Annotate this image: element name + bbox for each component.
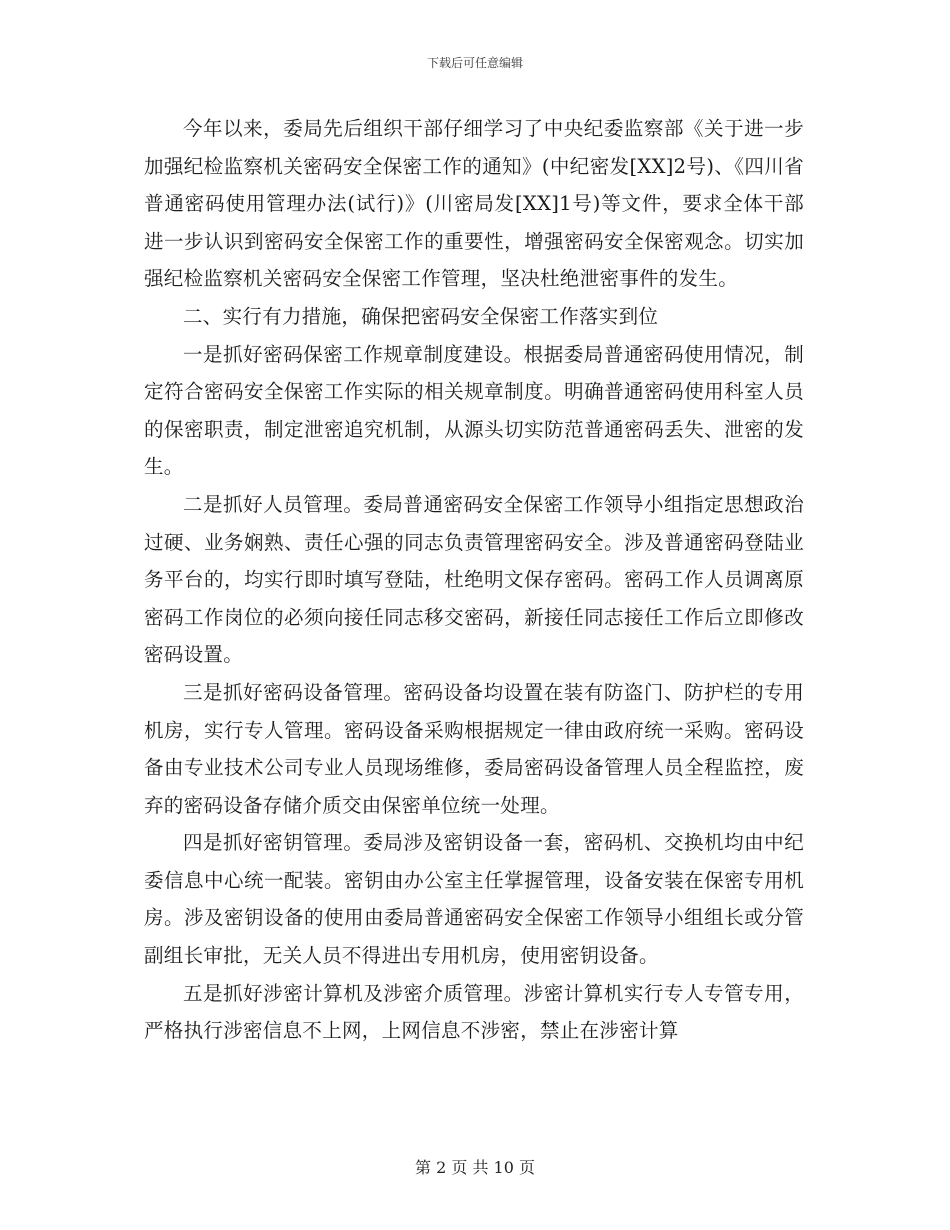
paragraph: 二是抓好人员管理。委局普通密码安全保密工作领导小组指定思想政治过硬、业务娴熟、责任心强的同志负责管理密码安全。涉及普通密码登陆业务平台的，均实行即时填写登陆，杜绝明文保存密码。密码工作人员调离原密码工作岗位的必须向接任同志移交密码，新接任同志接任工作后立即修改密码设置。 — [144, 492, 804, 667]
paragraph: 今年以来，委局先后组织干部仔细学习了中央纪委监察部《关于进一步加强纪检监察机关密码安全保密工作的通知》(中纪密发[XX]2号)、《四川省普通密码使用管理办法(试行)》(川密局发[XX]1号)等文件，要求全体干部进一步认识到密码安全保密工作的重要性，增强密码安全保密观念。切实加强纪检监察机关密码安全保密工作管理，坚决杜绝泄密事件的发生。 — [144, 117, 804, 291]
document-body — [144, 110, 804, 1050]
page-header: 下载后可任意编辑 — [426, 56, 523, 70]
paragraph: 一是抓好密码保密工作规章制度建设。根据委局普通密码使用情况，制定符合密码安全保密工作实际的相关规章制度。明确普通密码使用科室人员的保密职责，制定泄密追究机制，从源头切实防范普通密码丢失、泄密的发生。 — [144, 342, 804, 479]
paragraph: 三是抓好密码设备管理。密码设备均设置在装有防盗门、防护栏的专用机房，实行专人管理。密码设备采购根据规定一律由政府统一采购。密码设备由专业技术公司专业人员现场维修，委局密码设备管理人员全程监控，废弃的密码设备存储介质交由保密单位统一处理。 — [144, 680, 804, 817]
page-number: 第 2 页 共 10 页 — [415, 1158, 535, 1177]
section-heading: 二、实行有力措施，确保把密码安全保密工作落实到位 — [183, 304, 659, 328]
paragraph: 五是抓好涉密计算机及涉密介质管理。涉密计算机实行专人专管专用，严格执行涉密信息不上网，上网信息不涉密，禁止在涉密计算 — [144, 981, 804, 1043]
paragraph: 四是抓好密钥管理。委局涉及密钥设备一套，密码机、交换机均由中纪委信息中心统一配装。密钥由办公室主任掌握管理，设备安装在保密专用机房。涉及密钥设备的使用由委局普通密码安全保密工作领导小组组长或分管副组长审批，无关人员不得进出专用机房，使用密钥设备。 — [144, 831, 804, 968]
